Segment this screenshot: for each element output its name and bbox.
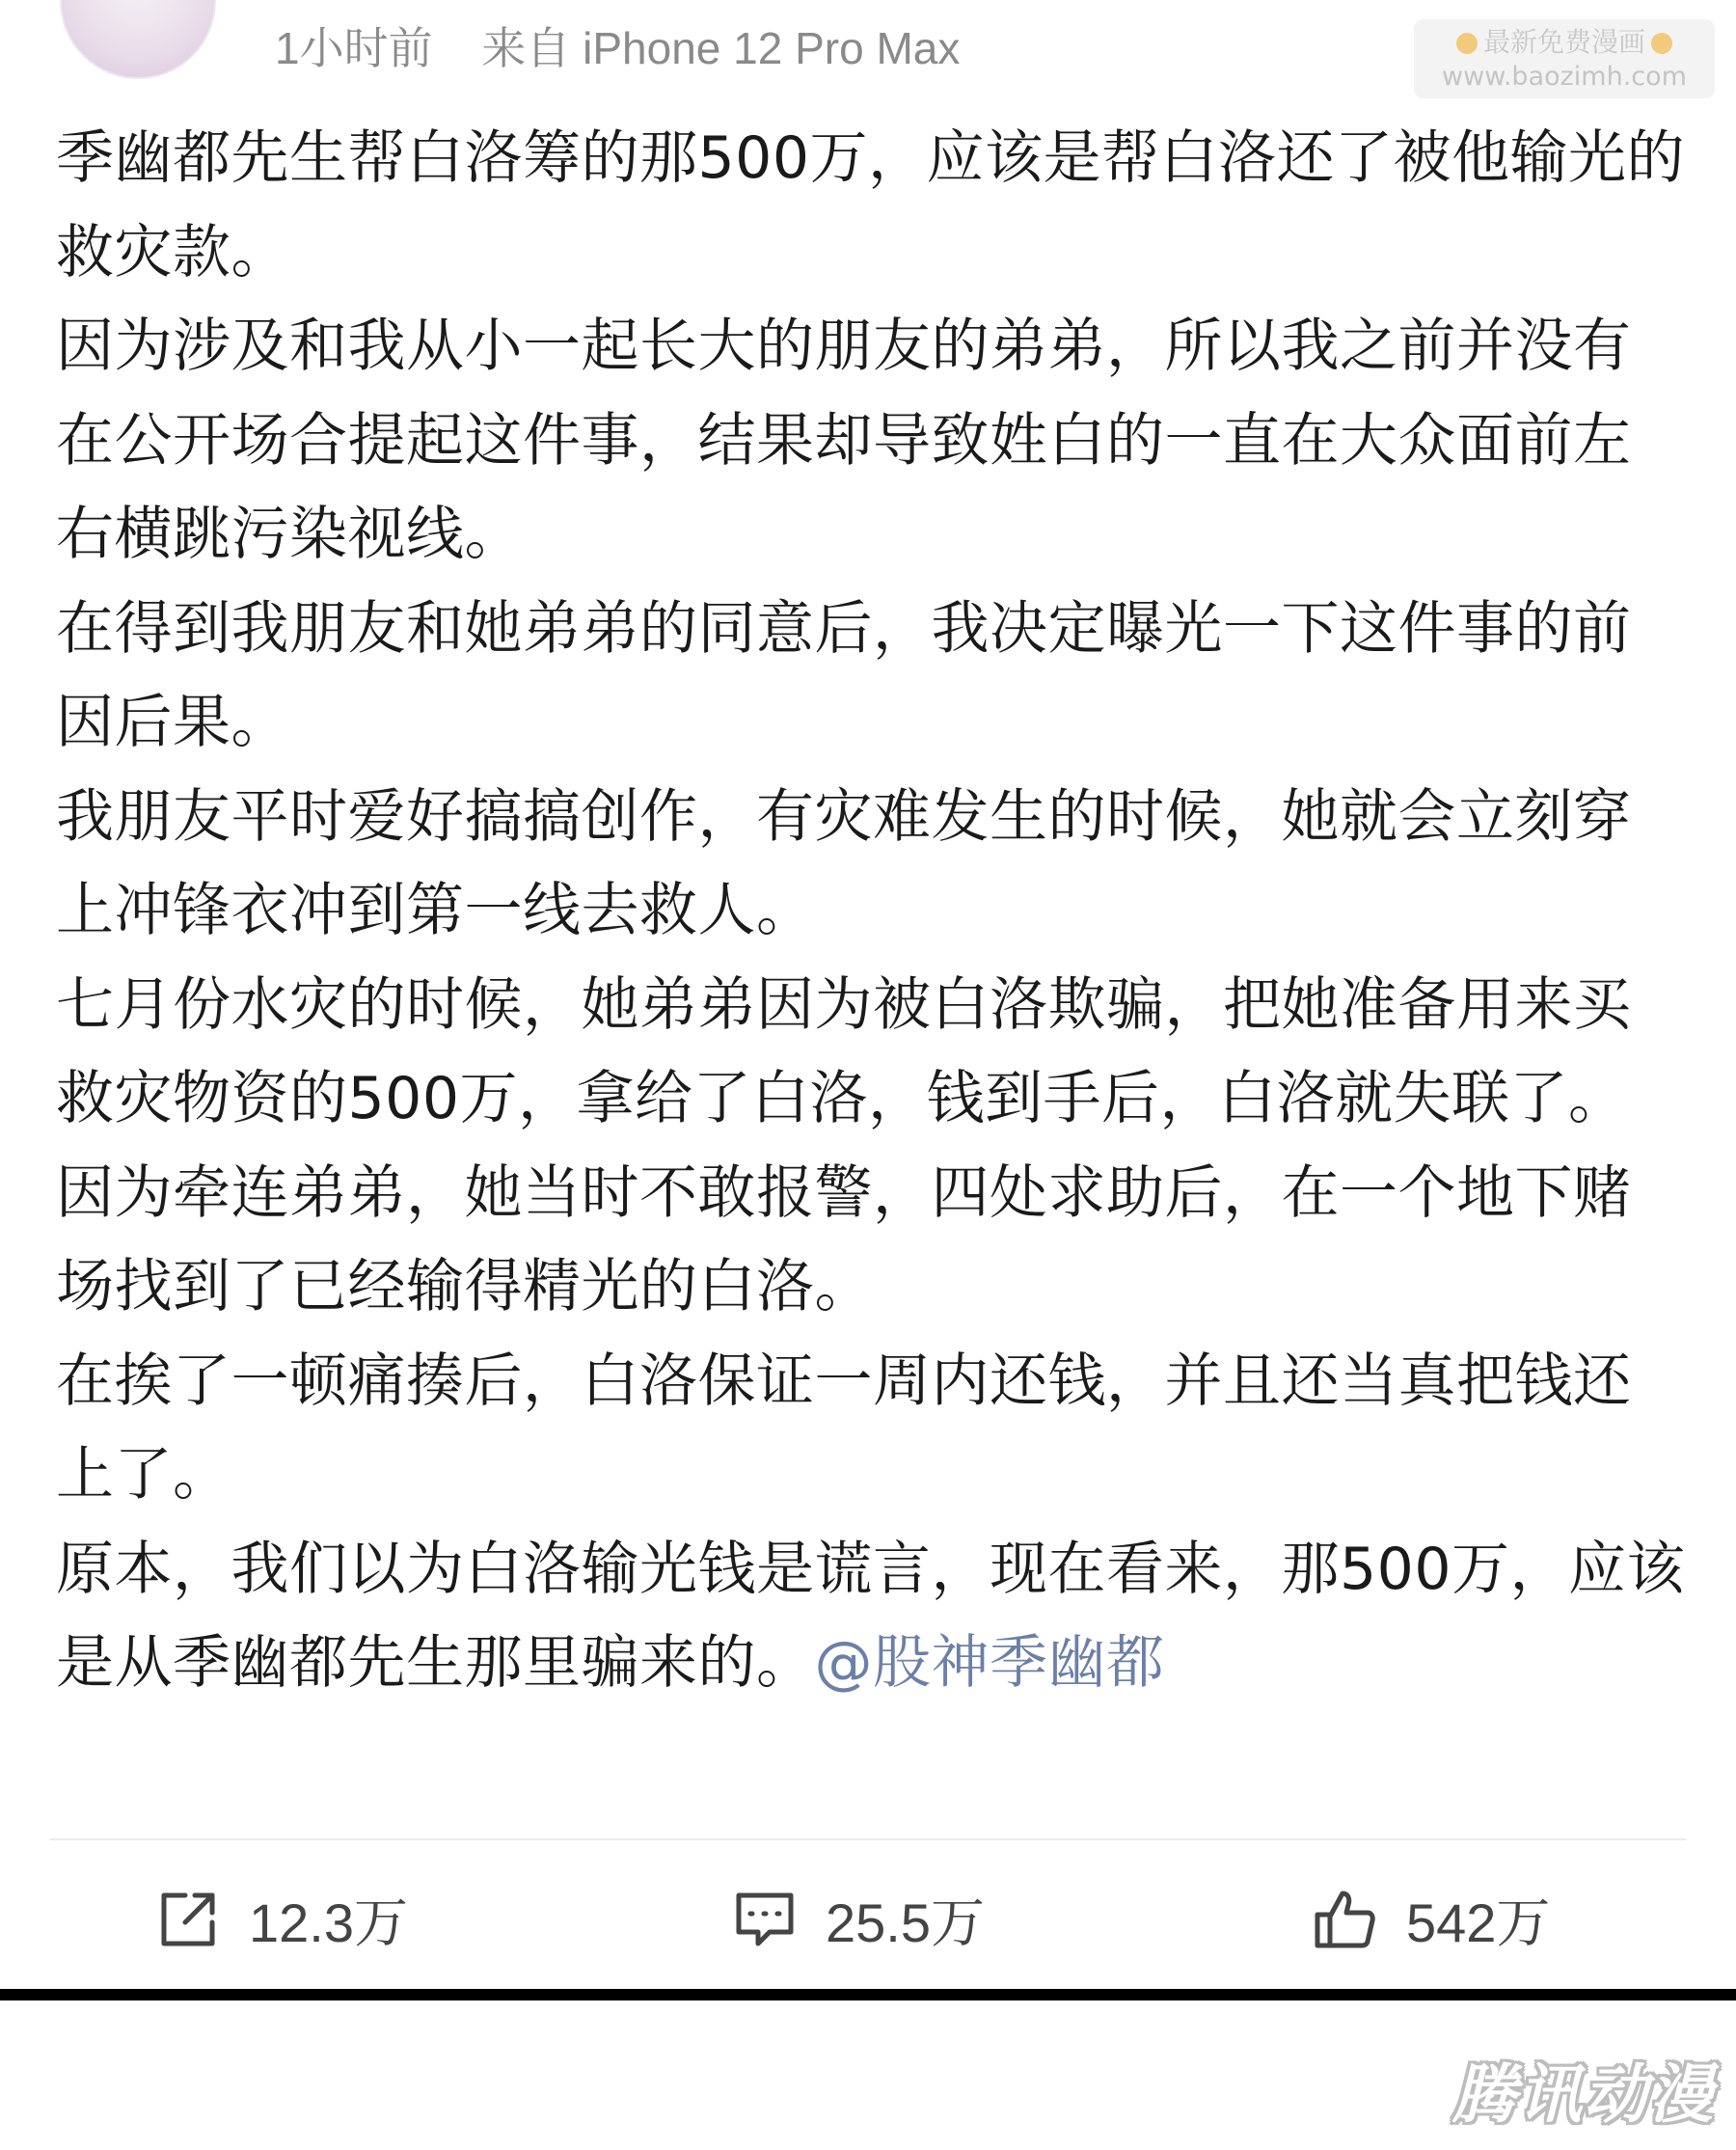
mention-link[interactable]: @股神季幽都 — [814, 1629, 1165, 1697]
post-paragraph: 在挨了一顿痛揍后，白洛保证一周内还钱，并且还当真把钱还上了。 — [56, 1347, 1632, 1509]
post-time: 1小时前 — [275, 23, 433, 73]
post-paragraph: 我朋友平时爱好搞搞创作，有灾难发生的时候，她就会立刻穿上冲锋衣冲到第一线去救人。 — [56, 782, 1632, 944]
post-paragraph: 因为牵连弟弟，她当时不敢报警，四处求助后，在一个地下赌场找到了已经输得精光的白洛。 — [56, 1158, 1632, 1320]
post-paragraph: 因为涉及和我从小一起长大的朋友的弟弟，所以我之前并没有在公开场合提起这件事，结果却导致姓白的一直在大众面前左右横跳污染视线。 — [56, 313, 1632, 568]
comment-button[interactable] — [733, 1871, 985, 1968]
post-paragraph-text: 原本，我们以为白洛输光钱是谎言，现在看来，那500万，应该是从季幽都先生那里骗来的。 — [56, 1535, 1686, 1697]
post-source: 来自 iPhone 12 Pro Max — [481, 23, 961, 73]
repost-icon — [156, 1888, 220, 1951]
action-bar — [0, 1871, 1736, 1968]
thumbs-up-icon — [1314, 1888, 1377, 1951]
post-paragraph: 季幽都先生帮白洛筹的那500万，应该是帮白洛还了被他输光的救灾款。 — [56, 124, 1686, 286]
like-button[interactable] — [1314, 1871, 1550, 1968]
post-paragraph-last — [56, 1523, 1686, 1711]
watermark-badge — [1414, 19, 1715, 98]
post-paragraph: 七月份水灾的时候，她弟弟因为被白洛欺骗，把她准备用来买救灾物资的500万，拿给了白洛，钱到手后，白洛就失联了。 — [56, 970, 1632, 1132]
avatar[interactable] — [60, 0, 216, 79]
post-meta — [275, 14, 960, 77]
post-body — [56, 112, 1686, 1711]
like-count: 542万 — [1406, 1892, 1551, 1953]
watermark-logo: 腾讯动漫 — [1452, 2057, 1715, 2132]
bottom-band — [0, 1989, 1736, 2000]
comment-icon — [733, 1888, 797, 1951]
comment-count: 25.5万 — [826, 1892, 985, 1953]
post-paragraph: 在得到我朋友和她弟弟的同意后，我决定曝光一下这件事的前因后果。 — [56, 594, 1632, 756]
watermark-url: www.baozimh.com — [1442, 62, 1687, 92]
divider — [50, 1838, 1686, 1840]
repost-button[interactable] — [156, 1871, 408, 1968]
watermark-title: 最新免费漫画 — [1414, 25, 1715, 60]
repost-count: 12.3万 — [249, 1892, 408, 1953]
